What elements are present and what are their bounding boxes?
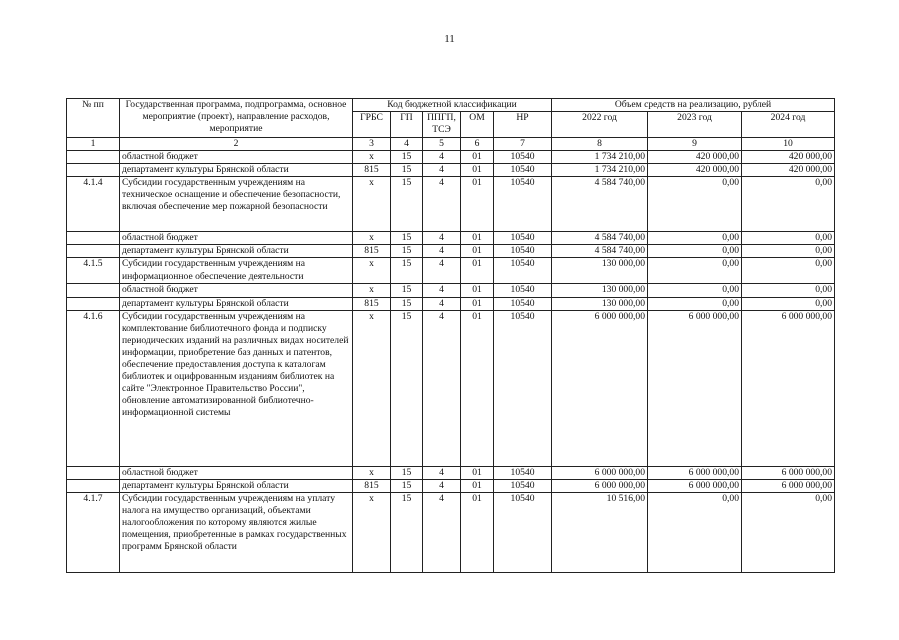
cell-grbs: х	[353, 492, 391, 572]
cell-om: 01	[461, 164, 494, 177]
column-number: 3	[353, 138, 391, 151]
cell-y2022: 130 000,00	[552, 258, 648, 284]
column-number: 10	[742, 138, 835, 151]
cell-ppgp: 4	[423, 310, 461, 466]
cell-y2024: 6 000 000,00	[742, 466, 835, 479]
cell-np: 10540	[494, 310, 552, 466]
table-row	[67, 258, 835, 284]
cell-grbs: 815	[353, 479, 391, 492]
cell-name: Субсидии государственным учреждениям на уплату налога на имущество организаций, объектами налогообложения по которому являются жилые помещения, приобретенные в рамках государственных программ Брянской области	[120, 492, 353, 572]
cell-num	[67, 232, 120, 245]
header-2023: 2023 год	[648, 112, 742, 138]
column-number: 9	[648, 138, 742, 151]
cell-y2024: 6 000 000,00	[742, 479, 835, 492]
budget-table	[66, 98, 835, 573]
table-row	[67, 232, 835, 245]
cell-name: областной бюджет	[120, 466, 353, 479]
cell-y2022: 1 734 210,00	[552, 151, 648, 164]
cell-om: 01	[461, 258, 494, 284]
cell-om: 01	[461, 232, 494, 245]
column-number: 4	[391, 138, 423, 151]
table-row	[67, 284, 835, 297]
table-row	[67, 492, 835, 572]
cell-ppgp: 4	[423, 232, 461, 245]
cell-y2023: 0,00	[648, 232, 742, 245]
column-number: 6	[461, 138, 494, 151]
cell-name: областной бюджет	[120, 284, 353, 297]
cell-np: 10540	[494, 177, 552, 232]
cell-y2023: 420 000,00	[648, 164, 742, 177]
cell-y2022: 1 734 210,00	[552, 164, 648, 177]
cell-np: 10540	[494, 245, 552, 258]
cell-gp: 15	[391, 284, 423, 297]
cell-om: 01	[461, 492, 494, 572]
cell-y2024: 420 000,00	[742, 164, 835, 177]
header-om: ОМ	[461, 112, 494, 138]
cell-name: департамент культуры Брянской области	[120, 245, 353, 258]
cell-ppgp: 4	[423, 151, 461, 164]
header-volume-group: Объем средств на реализацию, рублей	[552, 99, 835, 112]
cell-y2023: 0,00	[648, 177, 742, 232]
cell-y2023: 6 000 000,00	[648, 479, 742, 492]
cell-y2024: 0,00	[742, 492, 835, 572]
cell-y2022: 10 516,00	[552, 492, 648, 572]
cell-name: Субсидии государственным учреждениям на комплектование библиотечного фонда и подписку периодических изданий на различных видах носителей информации, приобретение баз данных и патентов, обеспечение предоставления доступа к каталогам библиотек и оцифрованным изданиям библиотек на сайте "Электронное Правительство России", обновление автоматизированной библиотечно-информационной системы	[120, 310, 353, 466]
cell-y2024: 420 000,00	[742, 151, 835, 164]
cell-y2024: 0,00	[742, 177, 835, 232]
cell-grbs: х	[353, 232, 391, 245]
cell-y2022: 4 584 740,00	[552, 177, 648, 232]
cell-y2024: 0,00	[742, 232, 835, 245]
table-row	[67, 177, 835, 232]
cell-np: 10540	[494, 297, 552, 310]
cell-ppgp: 4	[423, 297, 461, 310]
header-grbs: ГРБС	[353, 112, 391, 138]
header-2022: 2022 год	[552, 112, 648, 138]
cell-y2022: 130 000,00	[552, 284, 648, 297]
cell-gp: 15	[391, 151, 423, 164]
header-ppgp: ППГП, ТСЭ	[423, 112, 461, 138]
cell-grbs: х	[353, 177, 391, 232]
cell-om: 01	[461, 245, 494, 258]
cell-om: 01	[461, 297, 494, 310]
cell-np: 10540	[494, 164, 552, 177]
cell-num: 4.1.4	[67, 177, 120, 232]
table-row	[67, 479, 835, 492]
header-code-group: Код бюджетной классификации	[353, 99, 552, 112]
cell-om: 01	[461, 466, 494, 479]
cell-name: Субсидии государственным учреждениям на информационное обеспечение деятельности	[120, 258, 353, 284]
table-row	[67, 151, 835, 164]
cell-name: департамент культуры Брянской области	[120, 297, 353, 310]
cell-om: 01	[461, 151, 494, 164]
cell-name: областной бюджет	[120, 151, 353, 164]
cell-grbs: х	[353, 310, 391, 466]
header-np: НР	[494, 112, 552, 138]
cell-gp: 15	[391, 232, 423, 245]
cell-np: 10540	[494, 232, 552, 245]
cell-gp: 15	[391, 492, 423, 572]
column-number: 7	[494, 138, 552, 151]
cell-grbs: х	[353, 466, 391, 479]
cell-gp: 15	[391, 177, 423, 232]
table-row	[67, 310, 835, 466]
cell-grbs: 815	[353, 164, 391, 177]
cell-y2022: 4 584 740,00	[552, 232, 648, 245]
cell-grbs: х	[353, 284, 391, 297]
table-row	[67, 297, 835, 310]
cell-num	[67, 164, 120, 177]
cell-y2024: 0,00	[742, 258, 835, 284]
cell-ppgp: 4	[423, 177, 461, 232]
cell-y2023: 0,00	[648, 258, 742, 284]
cell-gp: 15	[391, 297, 423, 310]
cell-gp: 15	[391, 466, 423, 479]
cell-num	[67, 466, 120, 479]
cell-num: 4.1.6	[67, 310, 120, 466]
cell-y2023: 0,00	[648, 492, 742, 572]
cell-y2023: 420 000,00	[648, 151, 742, 164]
cell-ppgp: 4	[423, 492, 461, 572]
cell-num	[67, 284, 120, 297]
cell-y2023: 0,00	[648, 284, 742, 297]
cell-name: Субсидии государственным учреждениям на техническое оснащение и обеспечение безопасности, включая обеспечение мер пожарной безопасности	[120, 177, 353, 232]
cell-ppgp: 4	[423, 479, 461, 492]
cell-y2024: 0,00	[742, 245, 835, 258]
cell-gp: 15	[391, 164, 423, 177]
cell-grbs: 815	[353, 297, 391, 310]
cell-y2023: 6 000 000,00	[648, 466, 742, 479]
cell-grbs: х	[353, 151, 391, 164]
cell-om: 01	[461, 177, 494, 232]
cell-y2022: 6 000 000,00	[552, 310, 648, 466]
column-number: 8	[552, 138, 648, 151]
cell-np: 10540	[494, 492, 552, 572]
cell-np: 10540	[494, 258, 552, 284]
cell-y2022: 4 584 740,00	[552, 245, 648, 258]
cell-num	[67, 479, 120, 492]
cell-y2024: 0,00	[742, 297, 835, 310]
cell-y2022: 130 000,00	[552, 297, 648, 310]
cell-num	[67, 151, 120, 164]
cell-y2022: 6 000 000,00	[552, 479, 648, 492]
cell-num: 4.1.7	[67, 492, 120, 572]
cell-ppgp: 4	[423, 466, 461, 479]
cell-ppgp: 4	[423, 284, 461, 297]
cell-name: областной бюджет	[120, 232, 353, 245]
header-2024: 2024 год	[742, 112, 835, 138]
cell-gp: 15	[391, 245, 423, 258]
cell-num	[67, 297, 120, 310]
column-number: 1	[67, 138, 120, 151]
cell-np: 10540	[494, 479, 552, 492]
column-number-row	[67, 138, 835, 151]
cell-y2024: 6 000 000,00	[742, 310, 835, 466]
column-number: 5	[423, 138, 461, 151]
header-num: № пп	[67, 99, 120, 138]
cell-ppgp: 4	[423, 164, 461, 177]
table-row	[67, 245, 835, 258]
cell-np: 10540	[494, 151, 552, 164]
cell-name: департамент культуры Брянской области	[120, 479, 353, 492]
cell-num	[67, 245, 120, 258]
header-name: Государственная программа, подпрограмма, основное мероприятие (проект), направление расходов, мероприятие	[120, 99, 353, 138]
cell-gp: 15	[391, 479, 423, 492]
cell-gp: 15	[391, 310, 423, 466]
cell-y2024: 0,00	[742, 284, 835, 297]
cell-y2023: 0,00	[648, 297, 742, 310]
table-row	[67, 466, 835, 479]
cell-om: 01	[461, 479, 494, 492]
cell-y2023: 0,00	[648, 245, 742, 258]
header-gp: ГП	[391, 112, 423, 138]
cell-grbs: х	[353, 258, 391, 284]
cell-ppgp: 4	[423, 258, 461, 284]
cell-num: 4.1.5	[67, 258, 120, 284]
page-number: 11	[444, 33, 455, 45]
cell-np: 10540	[494, 284, 552, 297]
cell-grbs: 815	[353, 245, 391, 258]
cell-name: департамент культуры Брянской области	[120, 164, 353, 177]
cell-om: 01	[461, 310, 494, 466]
cell-np: 10540	[494, 466, 552, 479]
cell-gp: 15	[391, 258, 423, 284]
table-row	[67, 164, 835, 177]
cell-om: 01	[461, 284, 494, 297]
cell-ppgp: 4	[423, 245, 461, 258]
cell-y2023: 6 000 000,00	[648, 310, 742, 466]
column-number: 2	[120, 138, 353, 151]
cell-y2022: 6 000 000,00	[552, 466, 648, 479]
table-body	[67, 151, 835, 573]
